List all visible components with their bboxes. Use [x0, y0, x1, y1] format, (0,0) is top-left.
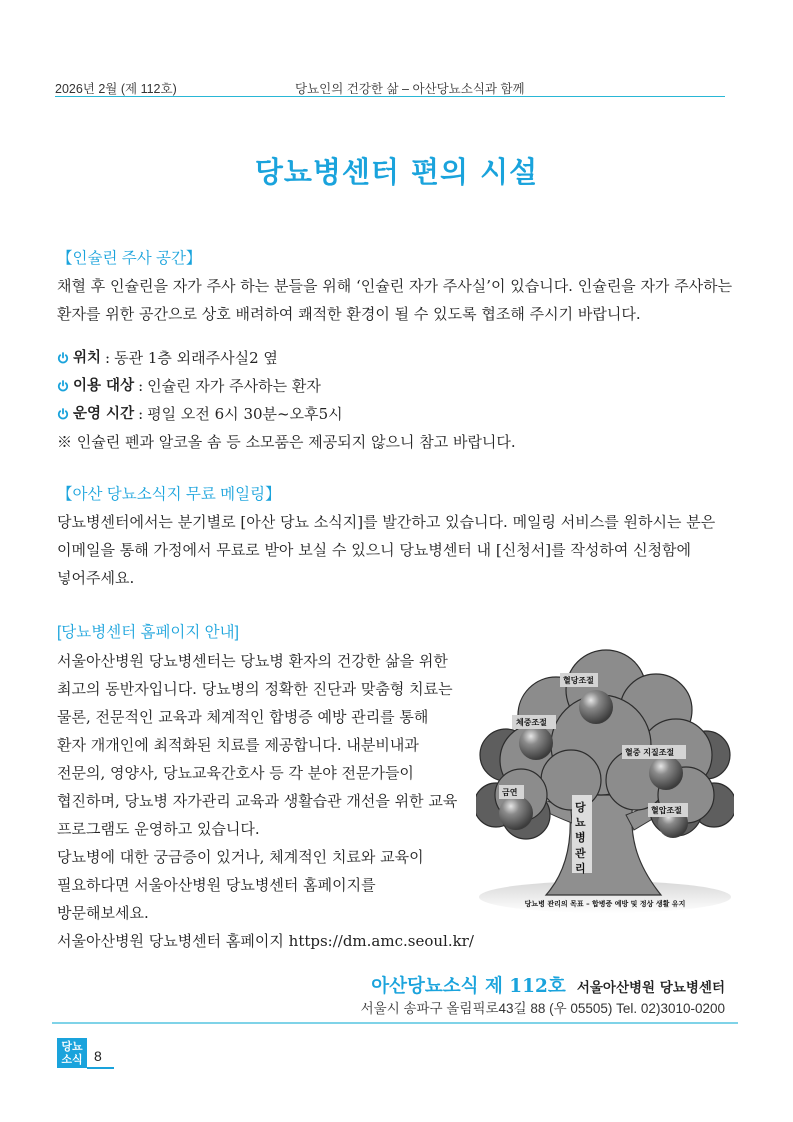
section-heading-mailing: 【아산 당뇨소식지 무료 메일링】 — [57, 486, 281, 503]
tab-line: 당뇨 — [61, 1040, 83, 1053]
insulin-info-list — [57, 344, 516, 456]
page-number-underline — [87, 1067, 114, 1069]
organization-name: 서울아산병원 당뇨병센터 — [576, 980, 725, 996]
homepage-url-line[interactable]: 서울아산병원 당뇨병센터 홈페이지 https://dm.amc.seoul.kr/ — [57, 932, 474, 950]
info-row-target — [57, 372, 516, 400]
paragraph-line: 당뇨병센터에서는 분기별로 [아산 당뇨 소식지]를 발간하고 있습니다. 메일링 서비스를 원하시는 분은 — [57, 513, 716, 531]
paragraph-line: 전문의, 영양사, 당뇨교육간호사 등 각 분야 전문가들이 — [57, 764, 414, 782]
paragraph-line: 이메일을 통해 가정에서 무료로 받아 보실 수 있으니 당뇨병센터 내 [신청서]를 작성하여 신청함에 — [57, 541, 692, 559]
mailing-paragraph — [57, 508, 737, 592]
power-icon — [57, 352, 69, 364]
diabetes-management-tree-illustration — [476, 645, 734, 917]
newsletter-tab-badge — [57, 1038, 87, 1068]
info-value: 인슐린 자가 주사하는 환자 — [147, 377, 321, 395]
info-separator: : — [105, 349, 111, 367]
info-key: 위치 — [73, 350, 102, 366]
paragraph-line: 채혈 후 인슐린을 자가 주사 하는 분들을 위해 ‘인슐린 자가 주사실’이 있습니다. 인슐린을 자가 주사하는 — [57, 277, 733, 295]
svg-text:당: 당 — [575, 801, 586, 814]
header-divider — [55, 96, 725, 97]
info-key: 운영 시간 — [73, 406, 135, 422]
info-value: 동관 1층 외래주사실2 옆 — [114, 349, 278, 367]
info-value: 평일 오전 6시 30분~오후5시 — [147, 405, 343, 423]
paragraph-line: 서울아산병원 당뇨병센터는 당뇨병 환자의 건강한 삶을 위한 — [57, 652, 448, 670]
info-separator: : — [138, 377, 144, 395]
paragraph-line: 환자 개개인에 최적화된 치료를 제공합니다. 내분비내과 — [57, 736, 419, 754]
header-slogan: 당뇨인의 건강한 삶 – 아산당뇨소식과 함께 — [295, 82, 525, 96]
running-header — [55, 77, 725, 97]
tree-caption: 당뇨병 관리의 목표 – 합병증 예방 및 정상 생활 유지 — [524, 900, 686, 908]
fruit-label: 금연 — [502, 788, 518, 797]
power-icon — [57, 380, 69, 392]
fruit-label: 혈중 지질조절 — [625, 748, 675, 757]
insulin-paragraph — [57, 272, 737, 328]
contact-address: 서울시 송파구 올림픽로43길 88 (우 05505) Tel. 02)3010-0200 — [360, 1001, 725, 1016]
info-row-location — [57, 344, 516, 372]
paragraph-line: 당뇨병에 대한 궁금증이 있거나, 체계적인 치료와 교육이 — [57, 848, 424, 866]
section-heading-homepage: [당뇨병센터 홈페이지 안내] — [57, 624, 239, 641]
paragraph-line: 환자를 위한 공간으로 상호 배려하여 쾌적한 환경이 될 수 있도록 협조해 주시기 바랍니다. — [57, 305, 641, 323]
info-key: 이용 대상 — [73, 378, 135, 394]
power-icon — [57, 408, 69, 420]
info-separator: : — [138, 405, 144, 423]
paragraph-line: 프로그램도 운영하고 있습니다. — [57, 820, 260, 838]
paragraph-line: 협진하며, 당뇨병 자가관리 교육과 생활습관 개선을 위한 교육 — [57, 792, 458, 810]
svg-text:뇨: 뇨 — [575, 816, 586, 829]
fruit-label: 혈압조절 — [651, 806, 682, 815]
fruit-label: 체중조절 — [516, 718, 547, 727]
homepage-paragraph — [57, 647, 472, 955]
svg-text:리: 리 — [575, 862, 586, 875]
section-heading-insulin: 【인슐린 주사 공간】 — [57, 250, 202, 267]
paragraph-line: 최고의 동반자입니다. 당뇨병의 정확한 진단과 맞춤형 치료는 — [57, 680, 453, 698]
paragraph-line: 물론, 전문적인 교육과 체계적인 합병증 예방 관리를 통해 — [57, 708, 429, 726]
paragraph-line: 방문해보세요. — [57, 904, 149, 922]
insulin-note: ※ 인슐린 펜과 알코올 솜 등 소모품은 제공되지 않으니 참고 바랍니다. — [57, 433, 516, 451]
footer-brand — [371, 972, 725, 998]
paragraph-line: 넣어주세요. — [57, 569, 135, 587]
issue-date: 2026년 2월 (제 112호) — [55, 82, 177, 96]
info-row-hours — [57, 400, 516, 428]
svg-text:병: 병 — [575, 831, 586, 844]
paragraph-line: 필요하다면 서울아산병원 당뇨병센터 홈페이지를 — [57, 876, 376, 894]
footer-divider — [52, 1022, 738, 1024]
page-title: 당뇨병센터 편의 시설 — [254, 155, 539, 189]
fruit-label: 혈당조절 — [563, 676, 594, 685]
svg-text:관: 관 — [575, 847, 586, 860]
page-number: 8 — [94, 1048, 102, 1064]
newsletter-name: 아산당뇨소식 제 112호 — [371, 976, 566, 997]
tab-line: 소식 — [61, 1053, 83, 1066]
